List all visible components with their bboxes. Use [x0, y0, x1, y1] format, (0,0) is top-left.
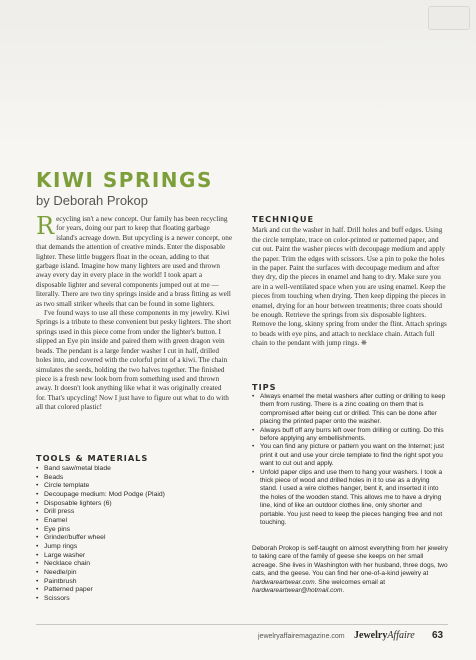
corner-photo-detail — [428, 6, 470, 30]
magazine-logo — [354, 630, 415, 641]
bio-mid-text: . She welcomes email at — [314, 578, 386, 586]
technique-column — [252, 215, 448, 349]
bio-email-link[interactable]: hardwareartwear@hotmail.com — [252, 587, 343, 595]
tool-item: • Eye pins — [36, 526, 232, 535]
tool-item: • Enamel — [36, 517, 232, 526]
author-bio — [252, 545, 448, 595]
tips-list — [252, 393, 448, 528]
tool-item: • Circle template — [36, 482, 232, 491]
tool-item: • Decoupage medium: Mod Podge (Plaid) — [36, 491, 232, 500]
intro-paragraph-1 — [36, 212, 233, 309]
end-mark-icon: ❋ — [361, 339, 368, 348]
tip-item: • You can find any picture or pattern you want on the Internet; just print it out and use your circle template to find the right spot you want to cut out and apply. — [252, 443, 448, 468]
tip-item: • Unfold paper clips and use them to hang your washers. I took a thick piece of wood and drilled holes in it to use as a drying stand. I used a wire clothes hanger, bent it, and inserted it into the holes of the wooden stand. This allows me to have a drying line, kind of like an outdoor clothes line, only shorter and portable. You just need to keep the pieces hanging free and not touching. — [252, 469, 448, 528]
tip-item: • Always buff off any burrs left over from drilling or cutting. Do this before applying any embellishments. — [252, 427, 448, 444]
bio-end-text: . — [342, 587, 345, 595]
tool-item: • Beads — [36, 474, 232, 483]
tool-item: • Patterned paper — [36, 586, 232, 595]
bio-text: Deborah Prokop is self-taught on almost everything from her jewelry to taking care of the family of geese she keeps on her small acreage. She lives in Washington with her husband, three dogs, two cats, and the geese. You can find her one-of-a-kind jewelry at — [252, 545, 448, 578]
tool-item: • Paintbrush — [36, 578, 232, 587]
tool-item: • Jump rings — [36, 543, 232, 552]
intro-paragraph-2: I've found ways to use all these components in my jewelry. Kiwi Springs is a tribute to these convenient but pesky lighters. The short springs used in this piece come from under the lighter's button. I slipped an Eye pin inside and paired them with green dragon vein beads. The pendant is a large fender washer I cut in half, drilled holes into, and covered with the colorful print of a kiwi. The chain simulates the seeds, holding the two halves together. The finished piece is a fresh new look born from something used and thrown away. It doesn't look anything like what it was originally created for. That's upcycling! Now I just have to figure out what to do with all that colored plastic! — [36, 309, 232, 412]
technique-paragraph — [252, 226, 448, 348]
technique-text: Mark and cut the washer in half. Drill holes and buff edges. Using the circle template, trace on color-printed or patterned paper, and cut out. Paint the washer pieces with decoupage medium and apply the paper. Trim the edges with scissors. Use a pin to poke the holes in the paper. Paint the surfaces with decoupage medium and after they dry, dip the pieces in enamel and hang to dry. Make sure you are in a well-ventilated space when you are using enamel. Keep the pieces from touching when drying. Then keep dipping the pieces in enamel, drying for an hour between treatments; three coats should be enough. Retrieve the springs from six disposable lighters. Remove the long, skinny spring from under the flint. Attach springs to beads with eye pins, and attach to necklace chain. Attach full chain to the pendant with jump rings. — [252, 226, 447, 348]
tip-item: • Always enamel the metal washers after cutting or drilling to keep them from rusting. There is a zinc coating on them that is compromised after being cut or drilled. This can be done after placing the printed paper onto the washer. — [252, 393, 448, 427]
magazine-logo-part-2: Affaire — [387, 630, 415, 641]
drop-cap: R — [36, 212, 55, 240]
article-byline: by Deborah Prokop — [36, 193, 149, 208]
footer-url[interactable]: jewelryaffairemagazine.com — [258, 633, 345, 640]
magazine-logo-part-1: Jewelry — [354, 630, 388, 641]
tool-item: • Large washer — [36, 552, 232, 561]
page-number: 63 — [432, 630, 444, 641]
tool-item: • Grinder/buffer wheel — [36, 534, 232, 543]
tips-heading: TIPS — [252, 382, 277, 392]
footer-divider — [36, 624, 448, 625]
tool-item: • Drill press — [36, 508, 232, 517]
tools-list — [36, 465, 232, 604]
tool-item: • Band saw/metal blade — [36, 465, 232, 474]
bio-website-link[interactable]: hardwareartwear.com — [252, 578, 315, 586]
technique-heading: TECHNIQUE — [252, 214, 315, 224]
intro-paragraph-1-text: ecycling isn't a new concept. Our family has been recycling for years, doing our part to keep that floating garbage island's acreage down. But upcycling is a newer concept, one that demands the attention of creative minds. Enter the disposable lighter. These little buggers float in the ocean, adding to that garbage island. Imagine how many lighters are used and thrown away every day in every place in the world! I took apart a disposable lighter and several components jumped out at me — literally. There are two tiny springs inside and a brass fitting as well as two small striker wheels that can be found in some lighters. — [36, 215, 233, 308]
top-photo-area — [0, 0, 476, 150]
tool-item: • Necklace chain — [36, 560, 232, 569]
tool-item: • Needle/pin — [36, 569, 232, 578]
article-title: KIWI SPRINGS — [36, 168, 213, 192]
tool-item: • Disposable lighters (6) — [36, 500, 232, 509]
intro-column — [36, 212, 233, 413]
tool-item: • Scissors — [36, 595, 232, 604]
tools-heading: TOOLS & MATERIALS — [36, 453, 149, 463]
